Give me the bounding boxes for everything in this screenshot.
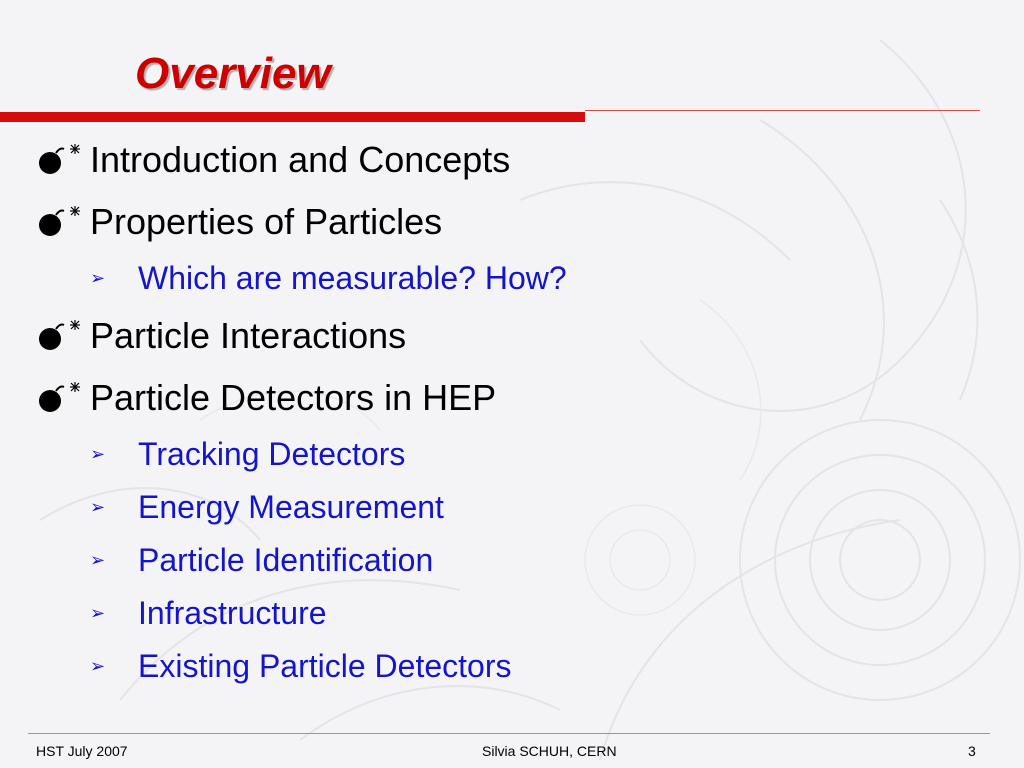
footer-divider [28,733,990,734]
bullet-text: Particle Detectors in HEP [90,377,497,418]
bullet-item [36,201,442,243]
sub-bullet-item [90,259,567,297]
page-number: 3 [968,743,976,759]
arrowhead-icon: ➢ [90,497,106,517]
sub-bullet-text: Infrastructure [138,595,327,631]
sub-bullet-text: Existing Particle Detectors [138,648,512,684]
sub-bullet-text: Which are measurable? How? [138,260,567,296]
bomb-icon [36,141,84,177]
bullet-text: Particle Interactions [90,315,407,356]
bullet-item [36,139,510,181]
arrowhead-icon: ➢ [90,603,106,623]
arrowhead-icon: ➢ [90,550,106,570]
bullet-item [36,315,406,357]
sub-bullet-item [90,488,444,526]
bomb-icon [36,379,84,415]
sub-bullet-item [90,435,405,473]
footer-author: Silvia SCHUH, CERN [482,743,617,759]
bullet-item [36,377,496,419]
bomb-icon [36,203,84,239]
bullet-text: Introduction and Concepts [90,139,511,180]
slide-title: Overview [135,49,331,98]
sub-bullet-item [90,594,327,632]
footer-event: HST July 2007 [36,743,128,759]
sub-bullet-text: Tracking Detectors [138,436,406,472]
arrowhead-icon: ➢ [90,656,106,676]
arrowhead-icon: ➢ [90,444,106,464]
bullet-text: Properties of Particles [90,201,443,242]
bomb-icon [36,317,84,353]
arrowhead-icon: ➢ [90,268,106,288]
sub-bullet-text: Energy Measurement [138,489,444,525]
sub-bullet-item [90,647,511,685]
sub-bullet-text: Particle Identification [138,542,434,578]
sub-bullet-item [90,541,433,579]
